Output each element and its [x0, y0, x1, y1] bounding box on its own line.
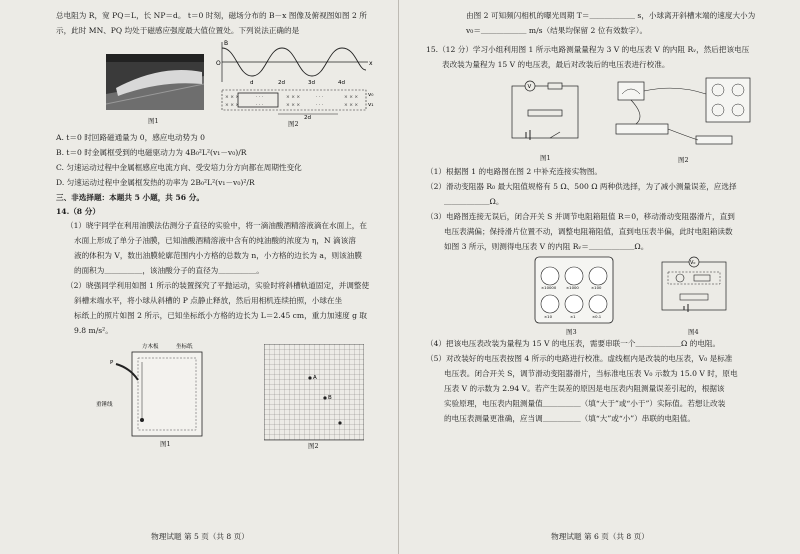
q15-line1: 15.（12 分）学习小组利用图 1 所示电路测量量程为 3 V 的电压表 V 的内阻 Rᵥ，然后把该电压 [426, 45, 750, 54]
q15-part5-line1: （5）对改装好的电压表按图 4 所示的电路进行校准。虚线框内是改装的电压表，V₀ 是标准 [426, 354, 733, 363]
label-board: 方木板 [142, 344, 159, 350]
intro-line-1: 总电阻为 R，宽 PQ＝L，长 NP＝d。 t＝0 时刻，磁场分布的 B－x 图像及俯视图如图 2 所 [56, 11, 367, 20]
q14-part1-line1: （1）晓宇同学在利用油膜法估测分子直径的实验中，将一滴油酸酒精溶液滴在水面上，在 [66, 221, 367, 230]
q14-part2-line2: 斜槽末端水平，将小球从斜槽的 P 点静止释放，然后用相机连续拍照，小球在坐 [74, 296, 343, 305]
q14-part1-line4: 的面积为＿＿＿＿＿，该油酸分子的直径为＿＿＿＿＿。 [74, 266, 264, 275]
box-label-4: ×10 [544, 314, 553, 319]
graph-tick-d: d [250, 80, 254, 86]
right-fig1-caption: 图1 [540, 154, 551, 162]
fig-grid-caption: 图2 [308, 442, 319, 450]
graph-axis-b: B [224, 40, 229, 47]
q14-cont-line2: v₀＝＿＿＿＿＿＿ m/s（结果均保留 2 位有效数字）。 [466, 26, 648, 35]
q15-part2-line1: （2）滑动变阻器 R₀ 最大阻值规格有 5 Ω、500 Ω 两种供选择，为了减小测量误差，应选择 [426, 182, 737, 191]
figure-row-circuit [426, 74, 786, 166]
label-paper: 坐标纸 [176, 344, 193, 350]
box-label-2: ×1000 [566, 285, 579, 290]
section-title: 三、非选择题：本题共 5 小题，共 56 分。 [56, 193, 204, 202]
q15-part1: （1）根据图 1 的电路图在图 2 中补充连接实物图。 [426, 167, 603, 176]
page-6 [400, 0, 800, 554]
projectile-apparatus [96, 340, 216, 444]
box-label-5: ×1 [570, 314, 576, 319]
figure-row-maglev [56, 40, 386, 132]
figure-row-resistance-box [426, 256, 786, 338]
svg-text:× × ×: × × × [344, 95, 359, 100]
q14-title: 14.（8 分） [56, 207, 100, 216]
fig-apparatus-caption: 图1 [160, 440, 171, 448]
label-p: P [110, 360, 114, 366]
svg-text:× × ×: × × × [286, 103, 301, 108]
box-label-3: ×100 [591, 285, 602, 290]
calibration-circuit [654, 256, 734, 326]
circuit-diagram [506, 80, 586, 152]
maglev-photo [106, 54, 204, 110]
footer-page-6: 物理试题 第 6 页（共 8 页） [551, 532, 649, 541]
q15-part5-line2: 电压表。闭合开关 S，调节滑动变阻器滑片，当标准电压表 V₀ 示数为 15.0 V 时，原电 [444, 369, 738, 378]
label-plumb: 重锤线 [96, 402, 113, 408]
svg-text:× × ×: × × × [225, 95, 240, 100]
b-x-graph [206, 40, 376, 120]
page-divider [398, 0, 399, 554]
fig1-caption: 图1 [148, 117, 159, 125]
q15-part3-line3: 如图 3 所示，则测得电压表 V 的内阻 Rᵥ＝＿＿＿＿＿＿Ω。 [444, 242, 649, 251]
svg-text:· · ·: · · · [256, 103, 264, 108]
physical-setup [606, 74, 756, 158]
box-label-6: ×0.1 [592, 314, 602, 319]
q15-part3-line1: （3）电路图连接无误后，闭合开关 S 并调节电阻箱阻值 R＝0，移动滑动变阻器滑片，直到 [426, 212, 735, 221]
topview-v0: v₀ [368, 92, 374, 98]
option-c: C. 匀速运动过程中金属框感应电流方向、受安培力分方向都在周期性变化 [56, 163, 302, 172]
intro-line-2: 示，此时 MN、PQ 均处于磁感应强度最大值位置处。下列说法正确的是 [56, 26, 300, 35]
grid-photo [264, 344, 364, 444]
figure-row-projectile [56, 340, 386, 448]
option-a: A. t＝0 时回路磁通量为 0，感应电动势为 0 [56, 133, 206, 142]
svg-text:V: V [527, 84, 532, 90]
q15-part4: （4）把该电压表改装为量程为 15 V 的电压表，需要串联一个＿＿＿＿＿＿Ω 的电阻。 [426, 339, 721, 348]
q14-cont-line1: 由图 2 可知频闪相机的曝光周期 T＝＿＿＿＿＿＿ s，小球离开斜槽末端的速度大小为 [466, 11, 756, 20]
q14-part2-line3: 标纸上的照片如图 2 所示，已知坐标纸小方格的边长为 L＝2.45 cm，重力加速度 g 取 [74, 311, 367, 320]
svg-text:· · ·: · · · [316, 95, 324, 100]
topview-2d: 2d [304, 115, 311, 120]
svg-text:V₀: V₀ [690, 260, 696, 266]
graph-tick-3d: 3d [308, 80, 315, 86]
graph-origin: O [216, 60, 221, 67]
topview-v1: v₁ [368, 102, 374, 108]
fig2-caption: 图2 [288, 120, 299, 128]
q14-part1-line3: 液的体积为 V，数出油膜轮廓范围内小方格的总数为 n，小方格的边长为 a，则该油膜 [74, 251, 362, 260]
option-d: D. 匀速运动过程中金属框发热的功率为 2B₀²L²(v₁－v₀)²/R [56, 178, 255, 187]
svg-text:× × ×: × × × [286, 95, 301, 100]
svg-text:· · ·: · · · [316, 103, 324, 108]
resistance-box [534, 256, 614, 326]
right-fig3-caption: 图3 [566, 328, 577, 336]
grid-label-a: A [313, 375, 317, 381]
right-fig2-caption: 图2 [678, 156, 689, 164]
graph-axis-x: x [369, 60, 373, 67]
svg-text:× × ×: × × × [344, 103, 359, 108]
graph-tick-2d: 2d [278, 80, 285, 86]
q14-part1-line2: 水面上形成了单分子油膜，已知油酸酒精溶液中含有的纯油酸的浓度为 η，N 滴该溶 [74, 236, 356, 245]
q15-part2-line2: ＿＿＿＿＿＿Ω。 [444, 197, 504, 206]
right-fig4-caption: 图4 [688, 328, 699, 336]
q15-part3-line2: 电压表满偏；保持滑片位置不动，调整电阻箱阻值，直到电压表半偏，此时电阻箱读数 [444, 227, 733, 236]
svg-text:× × ×: × × × [225, 103, 240, 108]
q15-line2: 表改装为量程为 15 V 的电压表，最后对改装后的电压表进行校准。 [442, 60, 670, 69]
box-label-1: ×10000 [541, 285, 557, 290]
footer-page-5: 物理试题 第 5 页（共 8 页） [151, 532, 249, 541]
q15-part5-line5: 的电压表测量更准确，应当调＿＿＿＿＿（填“大”或“小”）串联的电阻值。 [444, 414, 695, 423]
grid-label-b: B [328, 395, 332, 401]
q15-part5-line3: 压表 V 的示数为 2.94 V。若产生误差的原因是电压表内阻测量误差引起的，根据该 [444, 384, 725, 393]
option-b: B. t＝0 时金属框受到的电磁驱动力为 4B₀²L²(v₁－v₀)/R [56, 148, 247, 157]
q14-part2-line1: （2）晓强同学利用如图 1 所示的装置探究了平抛运动，实验时将斜槽轨道固定，并调整使 [66, 281, 370, 290]
graph-tick-4d: 4d [338, 80, 345, 86]
q14-part2-line4: 9.8 m/s²。 [74, 326, 113, 335]
q15-part5-line4: 实验原理，电压表内阻测量值＿＿＿＿＿（填“大于”或“小于”）实际值。若想让改装 [444, 399, 726, 408]
svg-text:· · ·: · · · [256, 95, 264, 100]
